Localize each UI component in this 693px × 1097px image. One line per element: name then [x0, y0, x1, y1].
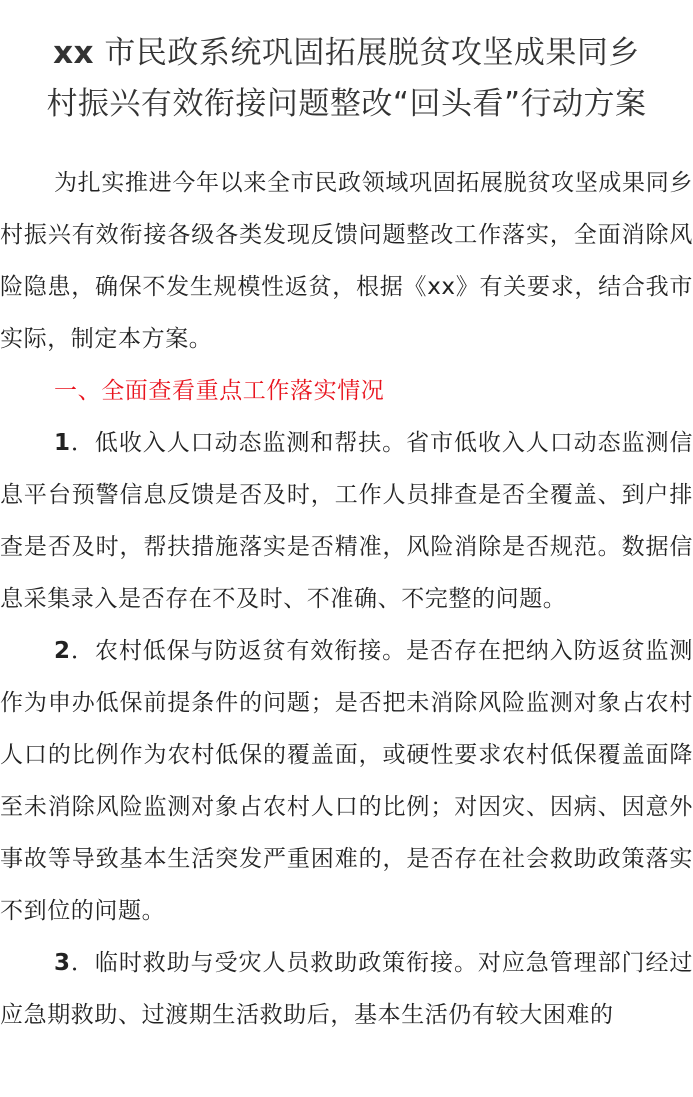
title-brand: xx: [53, 35, 95, 71]
item-paragraph-3: [0, 937, 693, 1041]
item-number: 2: [54, 638, 71, 664]
title-line2: 村振兴有效衔接问题整改“回头看”行动方案: [46, 86, 647, 122]
intro-paragraph: 为扎实推进今年以来全市民政领域巩固拓展脱贫攻坚成果同乡村振兴有效衔接各级各类发现反馈问题整改工作落实，全面消除风险隐患，确保不发生规模性返贫，根据《xx》有关要求，结合我市实际，制定本方案。: [0, 170, 693, 352]
section-heading: 一、全面查看重点工作落实情况: [54, 378, 385, 404]
title-line1: 市民政系统巩固拓展脱贫攻坚成果同乡: [94, 35, 640, 71]
item-text: ．临时救助与受灾人员救助政策衔接。对应急管理部门经过应急期救助、过渡期生活救助后，基本生活仍有较大困难的: [0, 950, 693, 1028]
item-paragraph-1: [0, 417, 693, 625]
item-text: ．农村低保与防返贫有效衔接。是否存在把纳入防返贫监测作为申办低保前提条件的问题；是否把未消除风险监测对象占农村人口的比例作为农村低保的覆盖面，或硬性要求农村低保覆盖面降至未消除风险监测对象占农村人口的比例；对因灾、因病、因意外事故等导致基本生活突发严重困难的，是否存在社会救助政策落实不到位的问题。: [0, 638, 693, 924]
item-number: 1: [54, 430, 71, 456]
document-title: [0, 28, 693, 130]
item-paragraph-2: [0, 625, 693, 937]
item-text: ．低收入人口动态监测和帮扶。省市低收入人口动态监测信息平台预警信息反馈是否及时，工作人员排查是否全覆盖、到户排查是否及时，帮扶措施落实是否精准，风险消除是否规范。数据信息采集录入是否存在不及时、不准确、不完整的问题。: [0, 430, 693, 612]
document-body: [0, 157, 693, 1041]
item-number: 3: [54, 950, 71, 976]
